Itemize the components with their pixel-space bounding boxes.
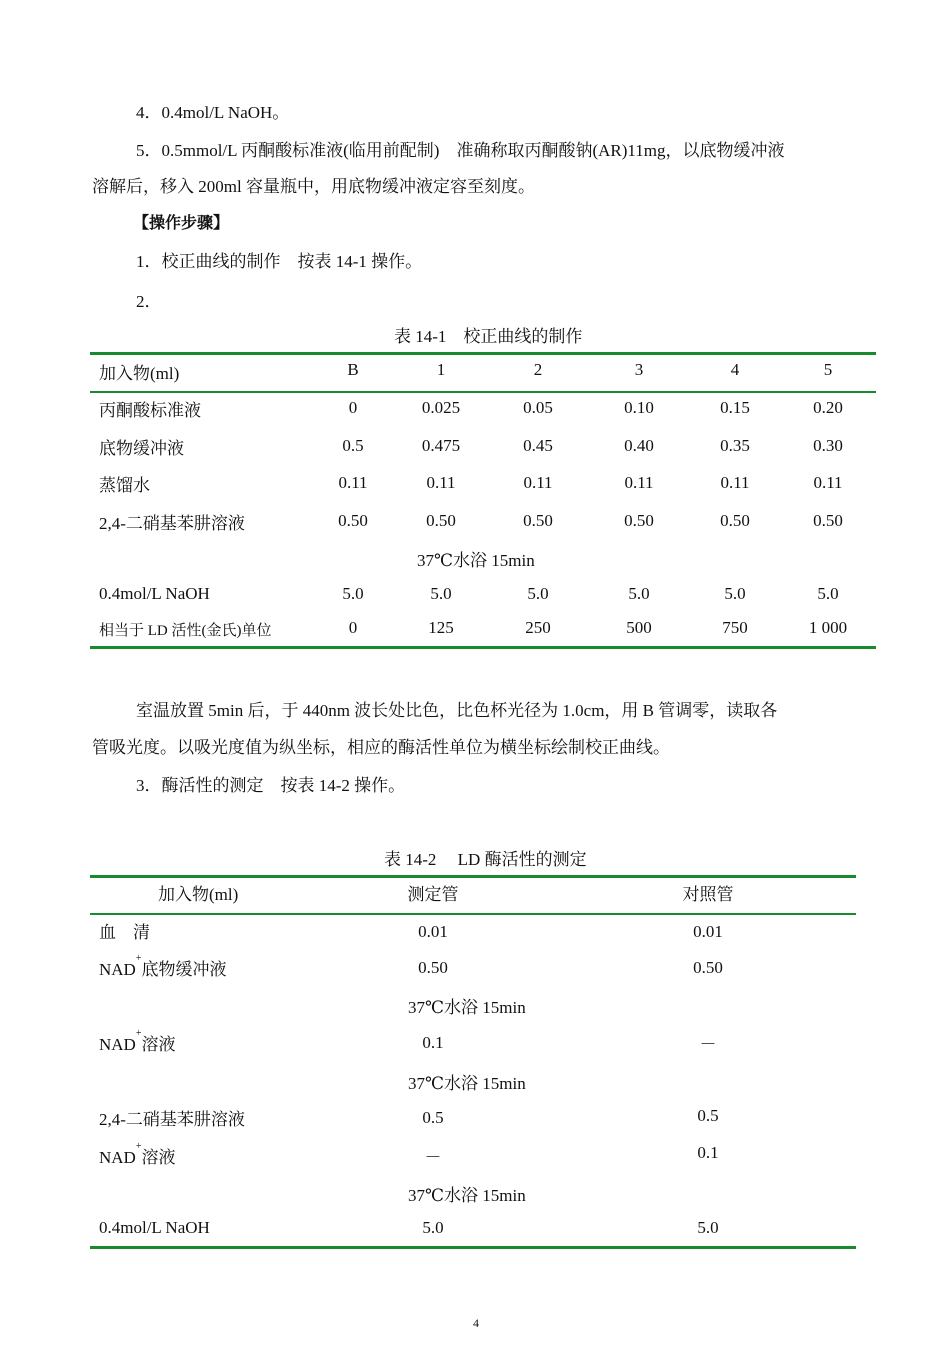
table1-cell: 0.50: [523, 511, 553, 530]
table2-row-label: [99, 1143, 175, 1168]
reagent-item-5-line2: 溶解后，移入 200ml 容量瓶中，用底物缓冲液定容至刻度。: [92, 177, 535, 196]
reagent-item-4: 4．0.4mol/L NaOH。: [136, 103, 290, 122]
table2-header-label: 加入物(ml): [158, 885, 239, 904]
reagent-item-5-line1: 5．0.5mmol/L 丙酮酸标准液(临用前配制) 准确称取丙酮酸钠(AR)11mg，以底物缓冲液: [136, 141, 785, 160]
table2-cell: 0.01: [418, 922, 448, 941]
table1-cell: 0.50: [624, 511, 654, 530]
label-suffix: 底物缓冲液: [141, 960, 227, 979]
table2-incubation: 37℃水浴 15min: [408, 1074, 526, 1093]
table2-cell: 0.1: [422, 1033, 444, 1052]
table1-cell: 5.0: [817, 584, 839, 603]
table2-cell: 0.50: [693, 958, 723, 977]
table2-header-control: 对照管: [682, 885, 734, 904]
table2-bottom-rule: [90, 1246, 856, 1249]
table2-row-label: 0.4mol/L NaOH: [99, 1218, 210, 1237]
table2-caption: 表 14-2 LD 酶活性的测定: [384, 850, 587, 869]
table1-cell: 0.35: [720, 436, 750, 455]
table1-cell: 125: [428, 618, 454, 637]
table1-row-label: 底物缓冲液: [99, 439, 184, 458]
step-1: 1．校正曲线的制作 按表 14-1 操作。: [136, 252, 423, 271]
table2-top-rule: [90, 875, 856, 878]
label-suffix: 溶液: [141, 1035, 176, 1054]
table2-cell: 0.5: [697, 1106, 719, 1125]
table2-header-rule: [90, 913, 856, 915]
table2-row-label: [99, 1030, 175, 1055]
step-2: 2．: [136, 292, 162, 311]
table1-header-rule: [90, 391, 876, 393]
table2-cell: －: [699, 1035, 717, 1054]
superscript: +: [135, 1028, 142, 1039]
table2-cell: －: [424, 1148, 442, 1167]
table1-cell: 0.05: [523, 398, 553, 417]
table1-cell: 0.11: [624, 473, 654, 492]
table1-cell: 0.11: [426, 473, 456, 492]
table1-cell: 1 000: [808, 618, 848, 637]
table2-row-label: 血 清: [99, 923, 150, 942]
table2-cell: 5.0: [697, 1218, 719, 1237]
table2-incubation: 37℃水浴 15min: [408, 998, 526, 1017]
table1-cell: 5.0: [628, 584, 650, 603]
table1-row-label: 蒸馏水: [99, 476, 150, 495]
superscript: +: [135, 953, 142, 964]
table1-cell: 5.0: [430, 584, 452, 603]
table1-header-cell: B: [347, 360, 359, 379]
table2-cell: 0.1: [697, 1143, 719, 1162]
table1-cell: 0: [348, 618, 358, 637]
table1-cell: 0.20: [813, 398, 843, 417]
table2-cell: 0.50: [418, 958, 448, 977]
table1-header-cell: 5: [823, 360, 833, 379]
table1-cell: 250: [525, 618, 551, 637]
table1-row-label: 2,4-二硝基苯肼溶液: [99, 514, 245, 533]
table1-cell: 500: [626, 618, 652, 637]
table2-cell: 0.5: [422, 1108, 444, 1127]
table1-top-rule: [90, 352, 876, 355]
table1-cell: 750: [722, 618, 748, 637]
table1-cell: 0.15: [720, 398, 750, 417]
table1-cell: 0.025: [421, 398, 461, 417]
table1-cell: 5.0: [724, 584, 746, 603]
table2-incubation: 37℃水浴 15min: [408, 1186, 526, 1205]
label-prefix: NAD: [99, 1148, 136, 1167]
table1-header-cell: 4: [730, 360, 740, 379]
table2-cell: 5.0: [422, 1218, 444, 1237]
table2-cell: 0.01: [693, 922, 723, 941]
table1-cell: 0.50: [338, 511, 368, 530]
table1-cell: 0.11: [720, 473, 750, 492]
table1-cell: 0.475: [421, 436, 461, 455]
table1-row-label: 0.4mol/L NaOH: [99, 584, 210, 603]
table1-row-label: 相当于 LD 活性(金氏)单位: [99, 623, 272, 639]
table1-cell: 0.50: [720, 511, 750, 530]
table1-cell: 5.0: [342, 584, 364, 603]
table1-cell: 0.10: [624, 398, 654, 417]
label-prefix: NAD: [99, 960, 136, 979]
table1-header-cell: 2: [533, 360, 543, 379]
table1-cell: 0.50: [426, 511, 456, 530]
table1-cell: 0.11: [338, 473, 368, 492]
table1-header-cell: 3: [634, 360, 644, 379]
table1-incubation: 37℃水浴 15min: [417, 551, 535, 570]
table1-cell: 0.11: [523, 473, 553, 492]
table1-cell: 0: [348, 398, 358, 417]
section-heading: 【操作步骤】: [133, 213, 230, 232]
paragraph-line2: 管吸光度。以吸光度值为纵坐标，相应的酶活性单位为横坐标绘制校正曲线。: [92, 738, 670, 757]
superscript: +: [135, 1141, 142, 1152]
label-prefix: NAD: [99, 1035, 136, 1054]
table1-cell: 5.0: [527, 584, 549, 603]
table1-cell: 0.11: [813, 473, 843, 492]
label-suffix: 溶液: [141, 1148, 176, 1167]
paragraph-line1: 室温放置 5min 后，于 440nm 波长处比色，比色杯光径为 1.0cm，用 B 管调零，读取各: [136, 701, 778, 720]
step-3: 3．酶活性的测定 按表 14-2 操作。: [136, 776, 406, 795]
table1-cell: 0.45: [523, 436, 553, 455]
page-number: 4: [473, 1316, 479, 1330]
table1-header-cell: 1: [436, 360, 446, 379]
table1-caption: 表 14-1 校正曲线的制作: [394, 327, 583, 346]
table1-cell: 0.30: [813, 436, 843, 455]
table1-header-label: 加入物(ml): [99, 364, 180, 383]
table1-cell: 0.50: [813, 511, 843, 530]
table1-row-label: 丙酮酸标准液: [99, 401, 201, 420]
table1-cell: 0.5: [342, 436, 364, 455]
table2-header-test: 测定管: [407, 885, 459, 904]
table1-bottom-rule: [90, 646, 876, 649]
table2-row-label: [99, 955, 226, 980]
table1-cell: 0.40: [624, 436, 654, 455]
table2-row-label: 2,4-二硝基苯肼溶液: [99, 1110, 245, 1129]
